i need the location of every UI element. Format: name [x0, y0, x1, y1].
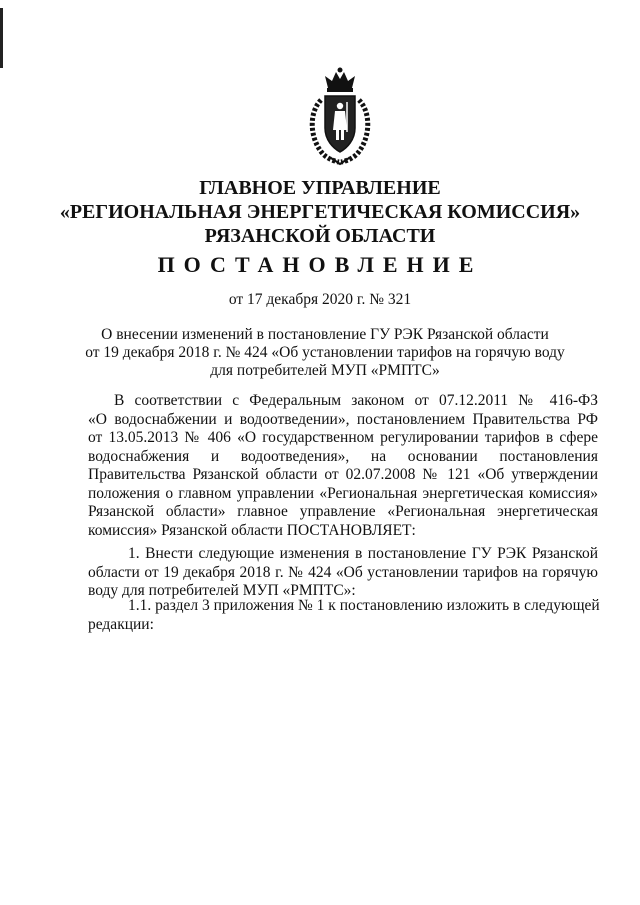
authority-line-3: РЯЗАНСКОЙ ОБЛАСТИ	[204, 225, 436, 247]
issuing-authority	[40, 176, 600, 248]
text-line: В соответствии с Федеральным законом от 07.12.2011 № 416-ФЗ	[114, 392, 598, 409]
text-line: воду для потребителей МУП «РМПТС»:	[88, 582, 356, 599]
text-line: положения о главном управлении «Региональная энергетическая комиссия»	[88, 484, 598, 502]
subject-line: для потребителей МУП «РМПТС»	[210, 362, 440, 379]
authority-line-2: «РЕГИОНАЛЬНАЯ ЭНЕРГЕТИЧЕСКАЯ КОМИССИЯ»	[59, 201, 581, 223]
text-line: Правительства Рязанской области от 02.07.2008 № 121 «Об утверждении	[88, 466, 598, 483]
text-line: редакции:	[88, 615, 154, 633]
text-line: «О водоснабжении и водоотведении», постановлением Правительства РФ	[88, 410, 598, 428]
document-subject	[80, 326, 570, 380]
authority-line-1: ГЛАВНОЕ УПРАВЛЕНИЕ	[199, 177, 441, 199]
item-1-paragraph	[88, 545, 598, 601]
document-type-title: ПОСТАНОВЛЕНИЕ	[157, 252, 483, 277]
text-line: от 13.05.2013 № 406 «О государственном регулировании тарифов в сфере	[88, 429, 598, 446]
text-line: области от 19 декабря 2018 г. № 424 «Об установлении тарифов на горячую	[88, 563, 598, 581]
text-line: водоснабжения и водоотведения», на основании постановления	[88, 447, 598, 465]
text-line: 1.1. раздел 3 приложения № 1 к постановлению изложить в следующей	[128, 597, 600, 614]
document-date-number: от 17 декабря 2020 г. № 321	[228, 291, 412, 308]
text-line: Рязанской области» главное управление «Региональная энергетическая	[88, 503, 598, 520]
ryazan-coat-of-arms-icon	[301, 66, 379, 166]
subject-line: от 19 декабря 2018 г. № 424 «Об установлении тарифов на горячую воду	[85, 344, 565, 361]
scan-edge-mark	[0, 8, 3, 68]
text-line: 1. Внести следующие изменения в постановление ГУ РЭК Рязанской	[128, 545, 598, 562]
item-1-1-paragraph	[88, 597, 598, 634]
text-line: комиссия» Рязанской области ПОСТАНОВЛЯЕТ:	[88, 521, 416, 539]
preamble-paragraph	[88, 392, 598, 540]
subject-line: О внесении изменений в постановление ГУ РЭК Рязанской области	[101, 326, 549, 343]
